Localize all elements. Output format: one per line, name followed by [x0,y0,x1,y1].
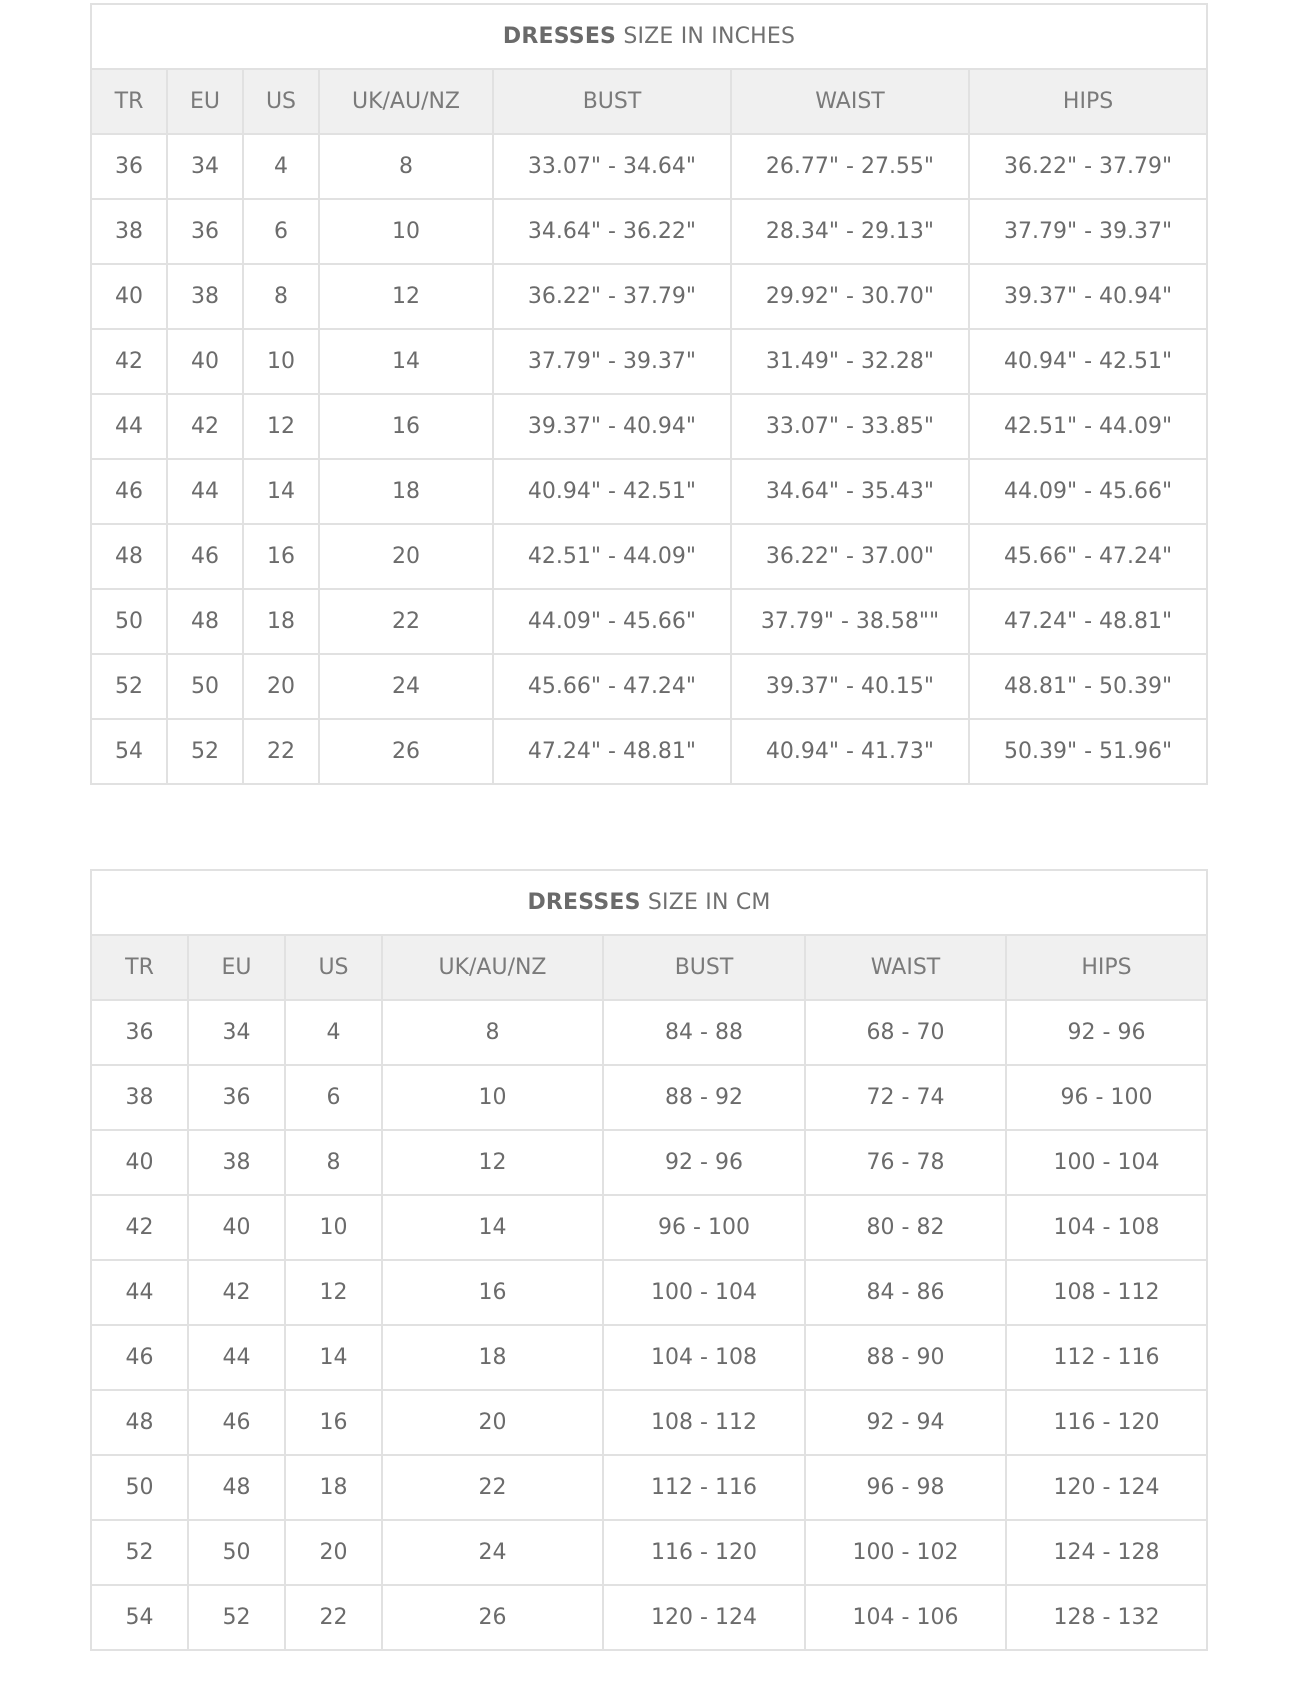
table-cell: 10 [319,199,493,264]
table-row [91,1195,1207,1260]
table-cell: 22 [243,719,319,784]
table-cell: 80 - 82 [805,1195,1006,1260]
table-cell: 44 [91,1260,188,1325]
table-cell: 12 [285,1260,382,1325]
table-cell: 54 [91,719,167,784]
table-cell: 36 [167,199,243,264]
table-cell: 100 - 104 [603,1260,805,1325]
table-cell: 20 [285,1520,382,1585]
table-body [91,1000,1207,1650]
table-cell: 116 - 120 [1006,1390,1207,1455]
table-cell: 104 - 106 [805,1585,1006,1650]
column-header-eu: EU [167,69,243,134]
table-title-rest: SIZE IN CM [647,890,771,915]
table-row [91,1000,1207,1065]
table-cell: 40.94" - 42.51" [969,329,1207,394]
table-cell: 45.66" - 47.24" [493,654,731,719]
table-cell: 39.37" - 40.94" [493,394,731,459]
table-cell: 14 [382,1195,603,1260]
column-header-us: US [285,935,382,1000]
table-cell: 40 [167,329,243,394]
table-cell: 108 - 112 [603,1390,805,1455]
table-cell: 44.09" - 45.66" [969,459,1207,524]
column-header-tr: TR [91,69,167,134]
table-cell: 84 - 88 [603,1000,805,1065]
table-cell: 68 - 70 [805,1000,1006,1065]
table-cell: 20 [243,654,319,719]
table-cell: 76 - 78 [805,1130,1006,1195]
table-cell: 22 [285,1585,382,1650]
table-cell: 10 [285,1195,382,1260]
table-cell: 12 [243,394,319,459]
table-cell: 8 [285,1130,382,1195]
table-cell: 18 [285,1455,382,1520]
table-cell: 46 [91,1325,188,1390]
table-row [91,1390,1207,1455]
table-cell: 37.79" - 38.58"" [731,589,969,654]
table-row [91,199,1207,264]
table-cell: 50 [188,1520,285,1585]
table-cell: 42 [188,1260,285,1325]
table-cell: 104 - 108 [603,1325,805,1390]
table-cell: 96 - 100 [603,1195,805,1260]
column-header-bust: BUST [603,935,805,1000]
table-cell: 48 [91,1390,188,1455]
table-cell: 22 [382,1455,603,1520]
header-row [91,69,1207,134]
table-cell: 4 [285,1000,382,1065]
table-cell: 47.24" - 48.81" [493,719,731,784]
table-cell: 44 [91,394,167,459]
table-cell: 22 [319,589,493,654]
table-cell: 100 - 104 [1006,1130,1207,1195]
table-cell: 14 [319,329,493,394]
table-cell: 50.39" - 51.96" [969,719,1207,784]
table-cell: 31.49" - 32.28" [731,329,969,394]
table-cell: 20 [382,1390,603,1455]
column-header-hips: HIPS [969,69,1207,134]
table-cell: 72 - 74 [805,1065,1006,1130]
table-cell: 12 [319,264,493,329]
table-cell: 16 [382,1260,603,1325]
table-row [91,1260,1207,1325]
table-cell: 42.51" - 44.09" [493,524,731,589]
table-cell: 42.51" - 44.09" [969,394,1207,459]
table-cell: 48 [91,524,167,589]
table-cell: 37.79" - 39.37" [969,199,1207,264]
column-header-bust: BUST [493,69,731,134]
table-row [91,589,1207,654]
table-cell: 14 [243,459,319,524]
table-cell: 47.24" - 48.81" [969,589,1207,654]
table-cell: 104 - 108 [1006,1195,1207,1260]
table-cell: 36.22" - 37.00" [731,524,969,589]
table-cell: 92 - 96 [1006,1000,1207,1065]
table-cell: 52 [91,1520,188,1585]
table-cell: 10 [243,329,319,394]
table-cell: 26 [382,1585,603,1650]
table-title [91,4,1207,69]
table-row [91,1065,1207,1130]
table-row [91,654,1207,719]
table-cell: 52 [167,719,243,784]
column-header-uk-au-nz: UK/AU/NZ [382,935,603,1000]
table-cell: 39.37" - 40.15" [731,654,969,719]
table-cell: 108 - 112 [1006,1260,1207,1325]
table-row [91,459,1207,524]
table-cell: 52 [188,1585,285,1650]
table-cell: 44 [167,459,243,524]
table-cell: 34 [188,1000,285,1065]
table-row [91,719,1207,784]
table-cell: 40.94" - 41.73" [731,719,969,784]
table-row [91,524,1207,589]
table-cell: 38 [91,199,167,264]
table-cell: 37.79" - 39.37" [493,329,731,394]
table-row [91,329,1207,394]
table-cell: 10 [382,1065,603,1130]
table-cell: 26.77" - 27.55" [731,134,969,199]
table-cell: 40 [188,1195,285,1260]
table-cell: 34.64" - 36.22" [493,199,731,264]
table-cell: 14 [285,1325,382,1390]
column-header-waist: WAIST [805,935,1006,1000]
table-cell: 112 - 116 [603,1455,805,1520]
table-cell: 44 [188,1325,285,1390]
table-cell: 120 - 124 [1006,1455,1207,1520]
table-cell: 8 [382,1000,603,1065]
table-cell: 18 [243,589,319,654]
table-cell: 36 [91,1000,188,1065]
table-cell: 20 [319,524,493,589]
table-cell: 48.81" - 50.39" [969,654,1207,719]
table-cell: 4 [243,134,319,199]
table-cell: 96 - 100 [1006,1065,1207,1130]
table-cell: 124 - 128 [1006,1520,1207,1585]
table-cell: 40.94" - 42.51" [493,459,731,524]
table-cell: 96 - 98 [805,1455,1006,1520]
table-cell: 6 [285,1065,382,1130]
table-cell: 33.07" - 33.85" [731,394,969,459]
table-cell: 39.37" - 40.94" [969,264,1207,329]
table-cell: 46 [91,459,167,524]
table-title-bold: DRESSES [527,890,641,915]
table-cell: 36 [188,1065,285,1130]
table-title-bold: DRESSES [502,24,617,49]
table-cell: 38 [188,1130,285,1195]
table-title-rest: SIZE IN INCHES [623,24,796,49]
table-cell: 16 [285,1390,382,1455]
table-cell: 52 [91,654,167,719]
table-cell: 40 [91,1130,188,1195]
table-cell: 84 - 86 [805,1260,1006,1325]
table-cell: 50 [91,589,167,654]
table-cell: 44.09" - 45.66" [493,589,731,654]
table-cell: 88 - 92 [603,1065,805,1130]
table-cell: 48 [188,1455,285,1520]
column-header-uk-au-nz: UK/AU/NZ [319,69,493,134]
table-row [91,264,1207,329]
table-cell: 120 - 124 [603,1585,805,1650]
table-cell: 34 [167,134,243,199]
column-header-tr: TR [91,935,188,1000]
table-cell: 40 [91,264,167,329]
size-table-inches [90,3,1208,785]
table-cell: 28.34" - 29.13" [731,199,969,264]
table-cell: 33.07" - 34.64" [493,134,731,199]
table-cell: 46 [188,1390,285,1455]
table-cell: 24 [319,654,493,719]
table-cell: 100 - 102 [805,1520,1006,1585]
table-row [91,394,1207,459]
table-cell: 112 - 116 [1006,1325,1207,1390]
table-cell: 92 - 94 [805,1390,1006,1455]
table-row [91,1585,1207,1650]
table-body [91,134,1207,784]
table-cell: 8 [319,134,493,199]
table-cell: 29.92" - 30.70" [731,264,969,329]
column-header-eu: EU [188,935,285,1000]
table-cell: 26 [319,719,493,784]
table-cell: 38 [167,264,243,329]
table-cell: 36.22" - 37.79" [493,264,731,329]
header-row [91,935,1207,1000]
table-row [91,134,1207,199]
table-cell: 18 [319,459,493,524]
table-cell: 116 - 120 [603,1520,805,1585]
table-cell: 34.64" - 35.43" [731,459,969,524]
table-cell: 16 [319,394,493,459]
table-cell: 45.66" - 47.24" [969,524,1207,589]
table-cell: 18 [382,1325,603,1390]
table-cell: 88 - 90 [805,1325,1006,1390]
table-title [91,870,1207,935]
table-cell: 42 [167,394,243,459]
table-cell: 36.22" - 37.79" [969,134,1207,199]
table-row [91,1455,1207,1520]
table-cell: 24 [382,1520,603,1585]
table-cell: 6 [243,199,319,264]
table-cell: 8 [243,264,319,329]
table-row [91,1325,1207,1390]
table-cell: 16 [243,524,319,589]
table-cell: 42 [91,1195,188,1260]
table-row [91,1130,1207,1195]
table-cell: 46 [167,524,243,589]
column-header-waist: WAIST [731,69,969,134]
table-cell: 50 [91,1455,188,1520]
table-cell: 38 [91,1065,188,1130]
table-cell: 54 [91,1585,188,1650]
column-header-us: US [243,69,319,134]
table-cell: 42 [91,329,167,394]
table-cell: 12 [382,1130,603,1195]
table-cell: 36 [91,134,167,199]
size-table-cm [90,869,1208,1651]
table-cell: 128 - 132 [1006,1585,1207,1650]
table-cell: 50 [167,654,243,719]
column-header-hips: HIPS [1006,935,1207,1000]
table-row [91,1520,1207,1585]
table-cell: 48 [167,589,243,654]
table-cell: 92 - 96 [603,1130,805,1195]
